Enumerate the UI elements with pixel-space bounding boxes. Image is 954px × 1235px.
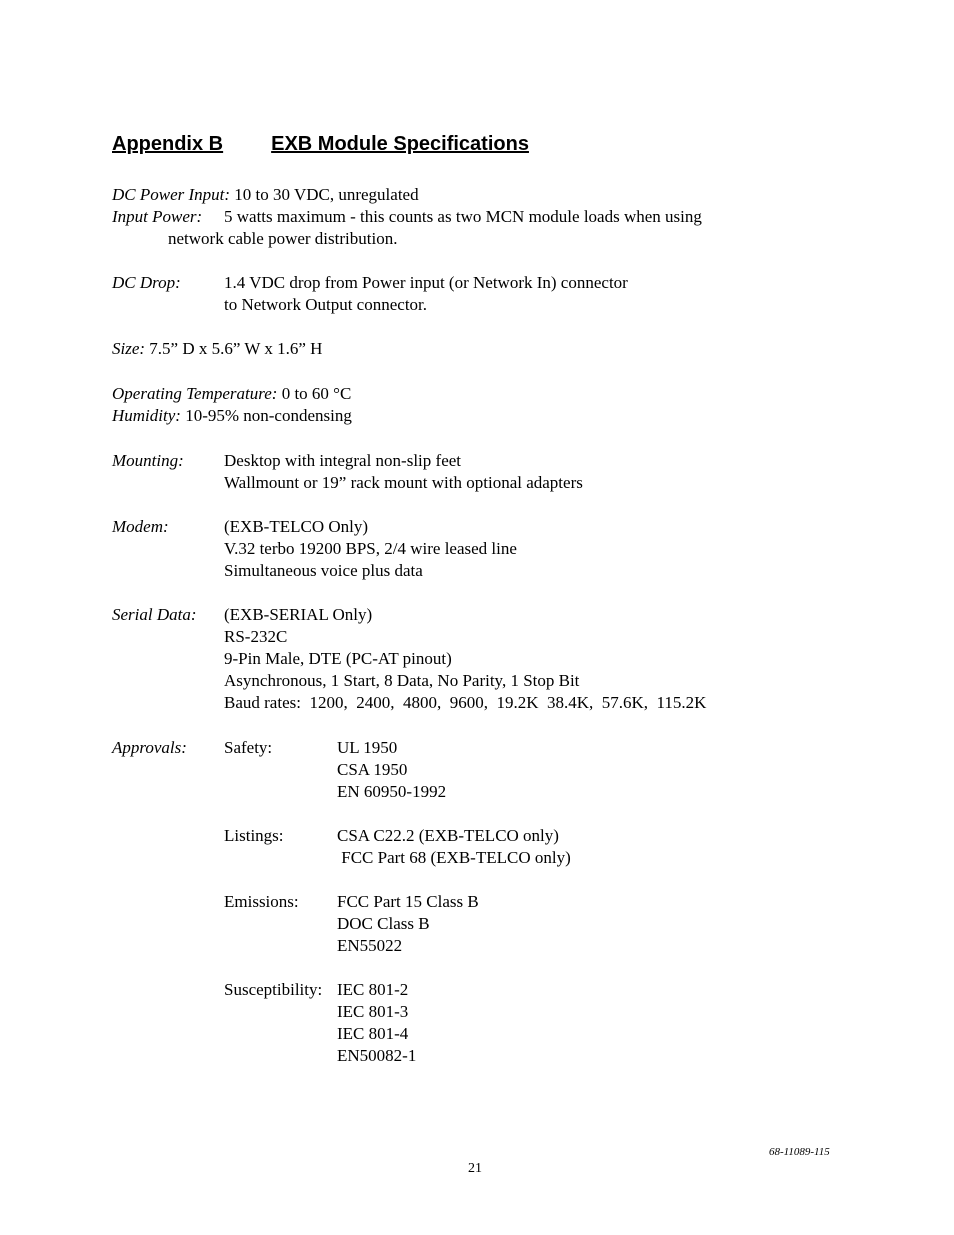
- approvals-label: Approvals:: [112, 738, 187, 757]
- input-power-label: Input Power:: [112, 207, 203, 226]
- humidity-value: 10-95% non-condensing: [180, 406, 352, 425]
- size-value: 7.5” D x 5.6” W x 1.6” H: [145, 339, 323, 358]
- emissions-item: DOC Class B: [337, 914, 430, 933]
- operating-temperature-label: Operating Temperature:: [112, 384, 278, 403]
- susceptibility-item: IEC 801-3: [337, 1002, 409, 1021]
- mounting-label: Mounting:: [112, 451, 184, 470]
- size-row: [112, 338, 322, 360]
- emissions-item: FCC Part 15 Class B: [337, 892, 479, 911]
- appendix-label: Appendix B: [112, 133, 224, 155]
- appendix-title: EXB Module Specifications: [271, 133, 529, 155]
- safety-item: EN 60950-1992: [337, 782, 447, 801]
- modem-line: V.32 terbo 19200 BPS, 2/4 wire leased line: [224, 539, 517, 558]
- dc-power-input-row: [112, 184, 419, 206]
- susceptibility-item: IEC 801-4: [337, 1024, 409, 1043]
- operating-temperature-value: 0 to 60 °C: [277, 384, 352, 403]
- safety-item: CSA 1950: [337, 760, 408, 779]
- susceptibility-item: EN50082-1: [337, 1046, 417, 1065]
- page-number: 21: [468, 1161, 482, 1176]
- dc-power-input-label: DC Power Input:: [112, 185, 231, 204]
- susceptibility-label: Susceptibility:: [224, 980, 323, 999]
- humidity-row: [112, 405, 352, 427]
- emissions-item: EN55022: [337, 936, 403, 955]
- operating-temperature-row: [112, 383, 351, 405]
- serial-data-line: (EXB-SERIAL Only): [224, 605, 373, 624]
- serial-data-line: 9-Pin Male, DTE (PC-AT pinout): [224, 649, 452, 668]
- safety-label: Safety:: [224, 738, 273, 757]
- serial-data-label: Serial Data:: [112, 605, 197, 624]
- safety-item: UL 1950: [337, 738, 398, 757]
- serial-data-line: Baud rates: 1200, 2400, 4800, 9600, 19.2K 38.4K, 57.6K, 115.2K: [224, 693, 707, 712]
- humidity-label: Humidity:: [112, 406, 181, 425]
- modem-line: (EXB-TELCO Only): [224, 517, 369, 536]
- dc-drop-line: 1.4 VDC drop from Power input (or Network In) connector: [224, 273, 628, 292]
- susceptibility-item: IEC 801-2: [337, 980, 409, 999]
- dc-drop-line: to Network Output connector.: [224, 295, 428, 314]
- modem-label: Modem:: [112, 517, 169, 536]
- appendix-heading: [112, 131, 529, 157]
- modem-line: Simultaneous voice plus data: [224, 561, 423, 580]
- size-label: Size:: [112, 339, 146, 358]
- document-number: 68-11089-115: [769, 1146, 830, 1158]
- mounting-line: Desktop with integral non-slip feet: [224, 451, 462, 470]
- emissions-label: Emissions:: [224, 892, 299, 911]
- dc-power-input-value: 10 to 30 VDC, unregulated: [230, 185, 419, 204]
- listings-label: Listings:: [224, 826, 284, 845]
- serial-data-line: Asynchronous, 1 Start, 8 Data, No Parity, 1 Stop Bit: [224, 671, 580, 690]
- listings-item: FCC Part 68 (EXB-TELCO only): [337, 848, 571, 867]
- listings-item: CSA C22.2 (EXB-TELCO only): [337, 826, 559, 845]
- serial-data-line: RS-232C: [224, 627, 288, 646]
- mounting-line: Wallmount or 19” rack mount with optional adapters: [224, 473, 583, 492]
- input-power-value-cont: network cable power distribution.: [168, 229, 398, 248]
- dc-drop-label: DC Drop:: [112, 273, 181, 292]
- input-power-value: 5 watts maximum - this counts as two MCN module loads when using: [224, 207, 702, 226]
